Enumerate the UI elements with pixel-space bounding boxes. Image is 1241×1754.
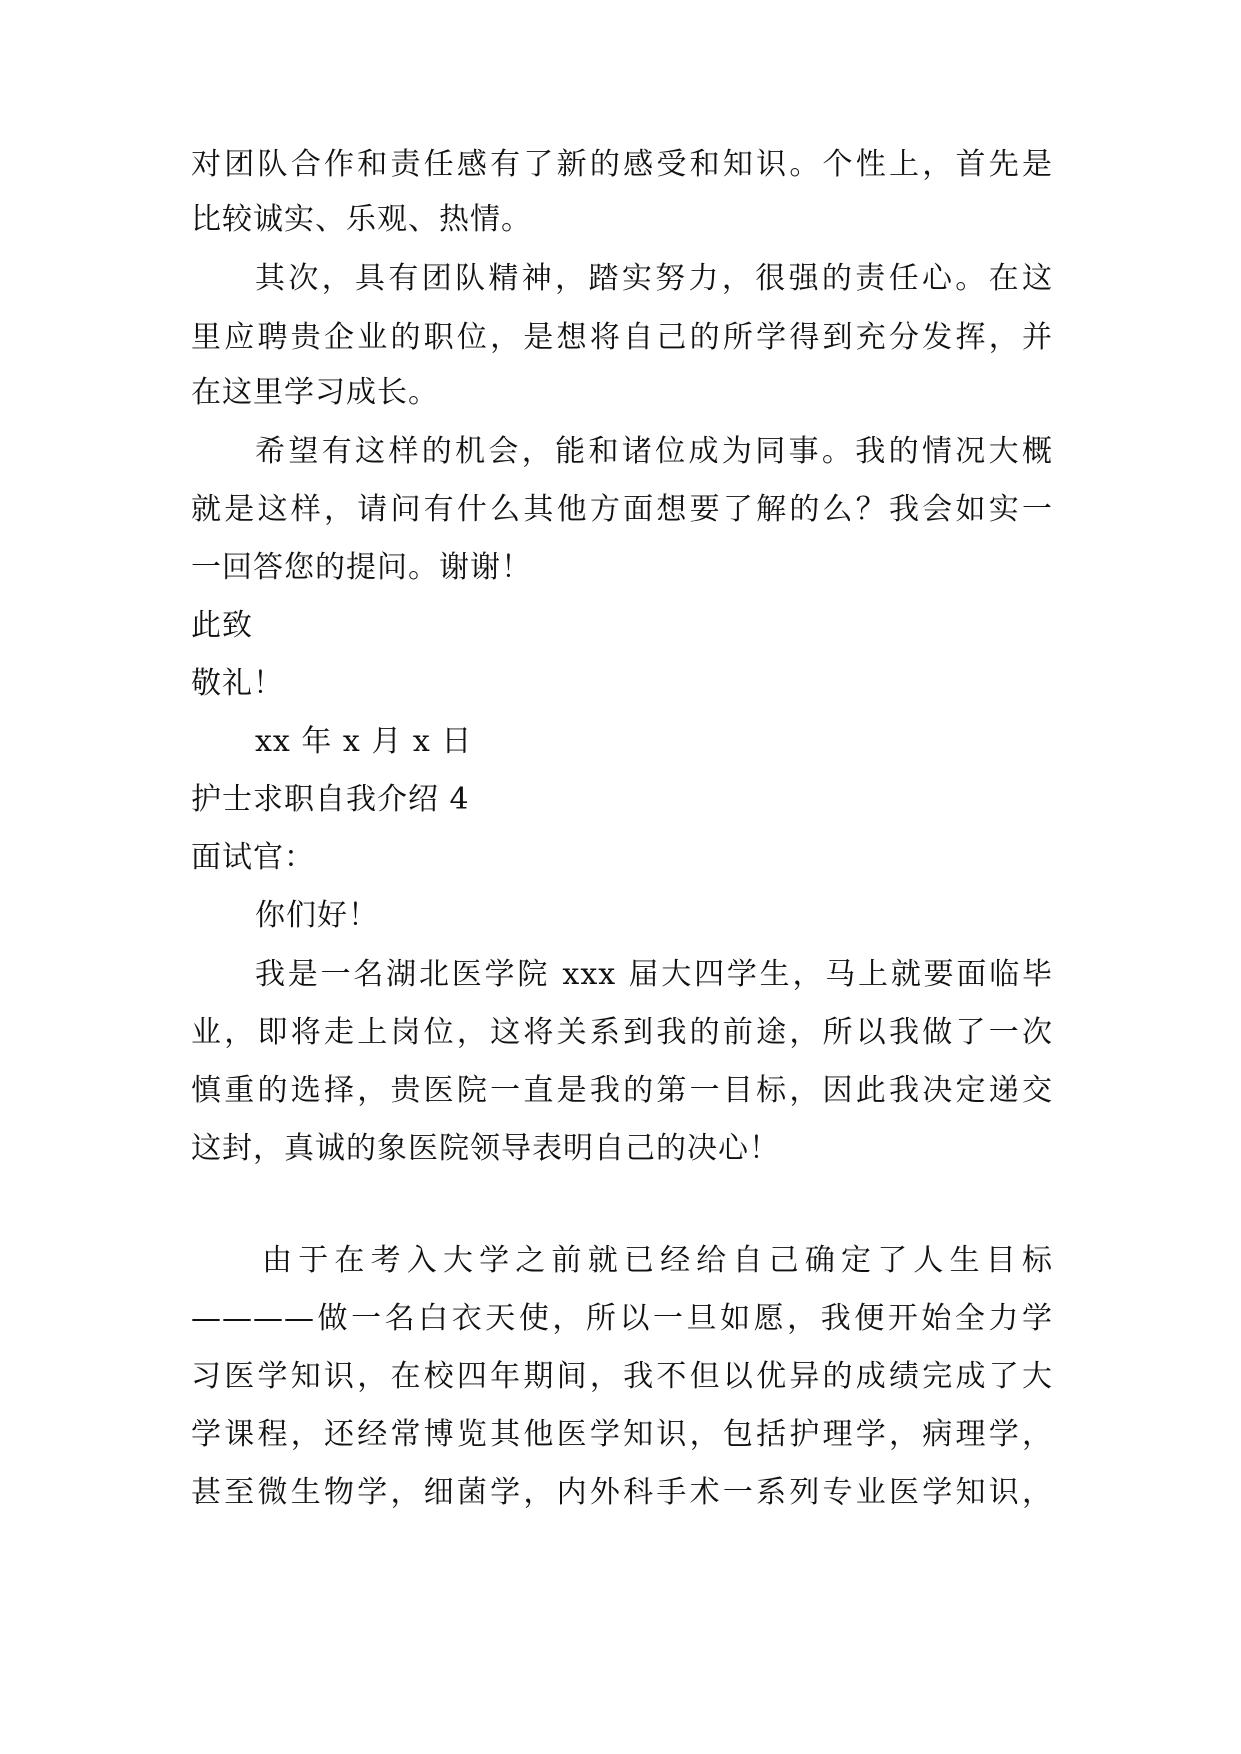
text-line: 习医学知识，在校四年期间，我不但以优异的成绩完成了大 (191, 1359, 1053, 1394)
greeting: 你们好！ (255, 898, 379, 933)
text-line: 在这里学习成长。 (191, 375, 439, 410)
text-line: 希望有这样的机会，能和诸位成为同事。我的情况大概 (255, 434, 1053, 469)
text-line: 慎重的选择，贵医院一直是我的第一目标，因此我决定递交 (191, 1073, 1053, 1108)
closing-respect: 敬礼！ (191, 666, 284, 701)
text-line: 里应聘贵企业的职位，是想将自己的所学得到充分发挥，并 (191, 320, 1053, 355)
text-line: 一回答您的提问。谢谢！ (191, 550, 532, 585)
text-line: 由于在考入大学之前就已经给自己确定了人生目标 (262, 1243, 1053, 1278)
closing-salutation: 此致 (191, 608, 253, 643)
text-line: 这封，真诚的象医院领导表明自己的决心！ (191, 1131, 780, 1166)
text-line: 比较诚实、乐观、热情。 (191, 202, 532, 237)
date-line: xx 年 x 月 x 日 (255, 724, 473, 759)
text-line: 学课程，还经常博览其他医学知识，包括护理学，病理学， (191, 1417, 1053, 1452)
addressee: 面试官： (191, 840, 315, 875)
text-line: 业，即将走上岗位，这将关系到我的前途，所以我做了一次 (191, 1015, 1053, 1050)
text-line: 对团队合作和责任感有了新的感受和知识。个性上，首先是 (191, 147, 1053, 182)
section-title: 护士求职自我介绍 4 (191, 782, 470, 817)
text-line: ————做一名白衣天使，所以一旦如愿，我便开始全力学 (191, 1301, 1053, 1336)
text-line: 就是这样，请问有什么其他方面想要了解的么？我会如实一 (191, 492, 1053, 527)
text-line: 其次，具有团队精神，踏实努力，很强的责任心。在这 (255, 261, 1053, 296)
text-line: 我是一名湖北医学院 xxx 届大四学生，马上就要面临毕 (255, 957, 1053, 992)
text-line: 甚至微生物学，细菌学，内外科手术一系列专业医学知识， (191, 1475, 1053, 1510)
